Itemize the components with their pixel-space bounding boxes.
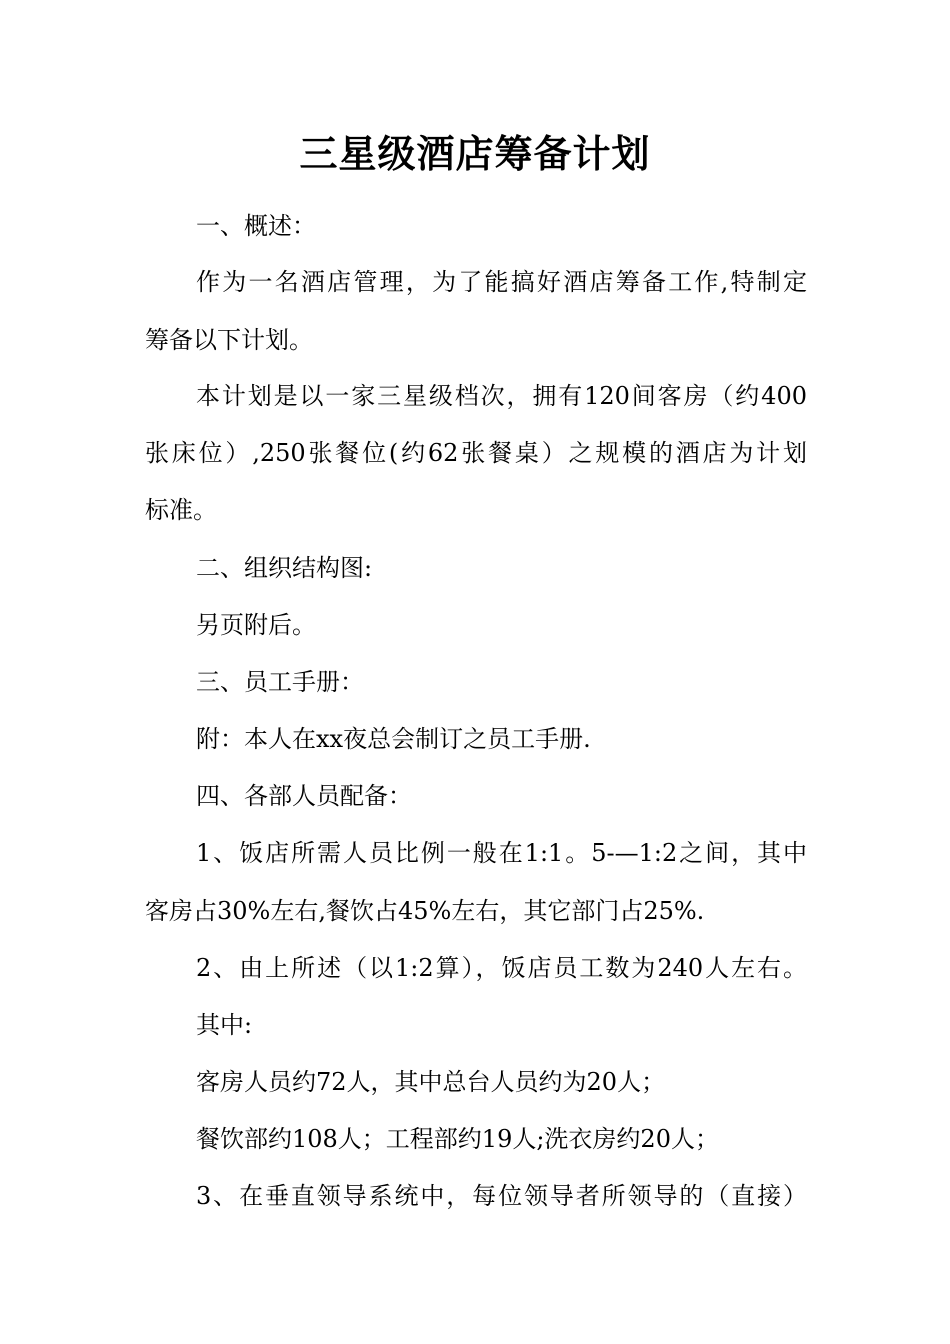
paragraph-line: 2、由上所述（以1:2算），饭店员工数为240人左右。 — [196, 954, 807, 982]
paragraph-line: 其中: — [196, 1011, 253, 1039]
paragraph-line: 3、在垂直领导系统中，每位领导者所领导的（直接） — [196, 1182, 807, 1210]
document-title: 三星级酒店筹备计划 — [299, 131, 651, 176]
paragraph-line: 餐饮部约108人；工程部约19人;洗衣房约20人； — [196, 1125, 719, 1153]
paragraph-line: 本计划是以一家三星级档次，拥有120间客房（约400 — [196, 382, 807, 410]
paragraph-line: 附：本人在xx夜总会制订之员工手册. — [196, 725, 591, 753]
section-heading-org-chart: 二、组织结构图: — [196, 554, 373, 582]
section-heading-overview: 一、概述： — [196, 212, 316, 240]
paragraph-line: 客房人员约72人，其中总台人员约为20人； — [196, 1068, 666, 1096]
paragraph-line: 筹备以下计划。 — [145, 326, 313, 354]
section-heading-handbook: 三、员工手册： — [196, 668, 364, 696]
paragraph-line: 标准。 — [145, 496, 217, 524]
paragraph-line: 客房占30%左右,餐饮占45%左右，其它部门占25%. — [145, 897, 705, 925]
paragraph-line: 另页附后。 — [196, 611, 316, 639]
paragraph-line: 1、饭店所需人员比例一般在1:1。5-—1:2之间，其中 — [196, 839, 807, 867]
paragraph-line: 张床位）,250张餐位(约62张餐桌）之规模的酒店为计划 — [145, 439, 807, 467]
paragraph-line: 作为一名酒店管理，为了能搞好酒店筹备工作,特制定 — [196, 268, 807, 296]
section-heading-staffing: 四、各部人员配备： — [196, 782, 412, 810]
